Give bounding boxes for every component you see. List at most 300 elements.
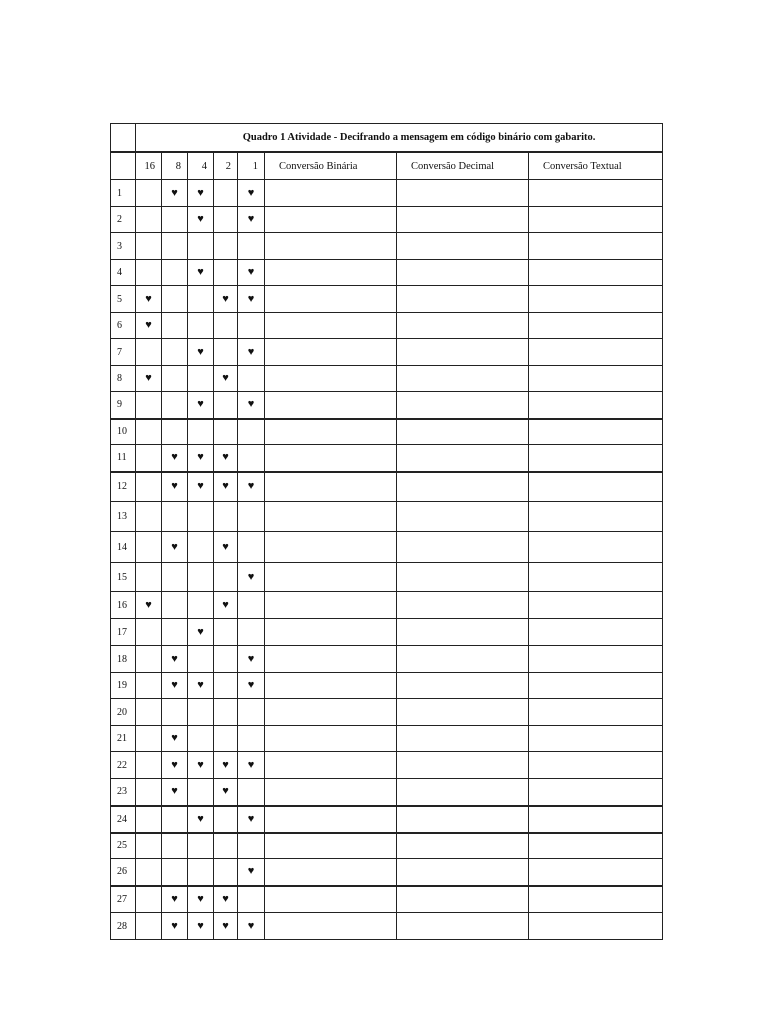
conversao-binaria-cell[interactable] <box>265 859 397 886</box>
bit-cell <box>188 180 214 207</box>
bit-cell <box>188 833 214 859</box>
bit-cell <box>238 833 265 859</box>
heart-icon: ♥ <box>197 892 204 905</box>
bit-cell <box>188 419 214 445</box>
conversao-decimal-cell[interactable] <box>397 502 529 532</box>
bit-cell <box>162 502 188 532</box>
conversao-textual-cell[interactable] <box>529 207 663 233</box>
bit-cell <box>214 532 238 563</box>
heart-icon: ♥ <box>222 480 229 493</box>
heart-icon: ♥ <box>247 679 255 691</box>
heart-icon: ♥ <box>197 398 204 411</box>
conversao-textual-cell[interactable] <box>529 472 663 502</box>
row-number: 17 <box>111 619 136 646</box>
conversao-textual-cell[interactable] <box>529 646 663 673</box>
conversao-binaria-cell[interactable] <box>265 806 397 833</box>
bit-cell <box>188 563 214 592</box>
heart-icon: ♥ <box>222 372 229 384</box>
heart-icon: ♥ <box>247 213 255 225</box>
bit-cell <box>136 886 162 913</box>
conversao-decimal-cell[interactable] <box>397 366 529 392</box>
row-number: 15 <box>111 563 136 592</box>
conversao-binaria-cell[interactable] <box>265 913 397 940</box>
table-row <box>111 699 663 726</box>
conversao-decimal-cell[interactable] <box>397 619 529 646</box>
header-row <box>111 152 663 180</box>
header-bit-16: 16 <box>136 152 162 180</box>
heart-icon: ♥ <box>171 919 178 932</box>
bit-cell <box>238 592 265 619</box>
row-number: 14 <box>111 532 136 563</box>
bit-cell <box>214 472 238 502</box>
header-conversao-decimal: Conversão Decimal <box>397 152 529 180</box>
corner-cell <box>111 124 136 153</box>
bit-cell <box>136 726 162 752</box>
conversao-binaria-cell[interactable] <box>265 392 397 419</box>
table-row <box>111 472 663 502</box>
conversao-decimal-cell[interactable] <box>397 207 529 233</box>
conversao-textual-cell[interactable] <box>529 619 663 646</box>
conversao-binaria-cell[interactable] <box>265 502 397 532</box>
bit-cell <box>188 313 214 339</box>
table-row <box>111 180 663 207</box>
bit-cell <box>136 532 162 563</box>
header-bit-8: 8 <box>162 152 188 180</box>
bit-cell <box>136 419 162 445</box>
bit-cell <box>188 286 214 313</box>
bit-cell <box>238 366 265 392</box>
conversao-decimal-cell[interactable] <box>397 260 529 286</box>
heart-icon: ♥ <box>197 345 204 358</box>
bit-cell <box>214 286 238 313</box>
conversao-textual-cell[interactable] <box>529 502 663 532</box>
conversao-decimal-cell[interactable] <box>397 779 529 806</box>
conversao-binaria-cell[interactable] <box>265 779 397 806</box>
bit-cell <box>188 619 214 646</box>
table-row <box>111 913 663 940</box>
conversao-binaria-cell[interactable] <box>265 673 397 699</box>
bit-cell <box>238 699 265 726</box>
bit-cell <box>162 673 188 699</box>
conversao-textual-cell[interactable] <box>529 673 663 699</box>
bit-cell <box>188 472 214 502</box>
bit-cell <box>214 833 238 859</box>
bit-cell <box>162 366 188 392</box>
heart-icon: ♥ <box>171 679 178 691</box>
bit-cell <box>188 699 214 726</box>
conversao-textual-cell[interactable] <box>529 366 663 392</box>
table-row <box>111 779 663 806</box>
bit-cell <box>188 779 214 806</box>
bit-cell <box>162 339 188 366</box>
conversao-binaria-cell[interactable] <box>265 646 397 673</box>
bit-cell <box>162 886 188 913</box>
table-row <box>111 563 663 592</box>
bit-cell <box>188 806 214 833</box>
heart-icon: ♥ <box>247 186 255 199</box>
conversao-binaria-cell[interactable] <box>265 699 397 726</box>
heart-icon: ♥ <box>247 812 255 825</box>
bit-cell <box>238 502 265 532</box>
bit-cell <box>162 779 188 806</box>
conversao-textual-cell[interactable] <box>529 859 663 886</box>
bit-cell <box>136 806 162 833</box>
heart-icon: ♥ <box>197 625 204 638</box>
bit-cell <box>188 207 214 233</box>
bit-cell <box>162 445 188 472</box>
bit-cell <box>136 366 162 392</box>
heart-icon: ♥ <box>171 758 178 771</box>
row-number: 20 <box>111 699 136 726</box>
bit-cell <box>136 833 162 859</box>
row-number: 25 <box>111 833 136 859</box>
bit-cell <box>238 260 265 286</box>
bit-cell <box>188 726 214 752</box>
conversao-binaria-cell[interactable] <box>265 472 397 502</box>
conversao-decimal-cell[interactable] <box>397 859 529 886</box>
bit-cell <box>136 502 162 532</box>
heart-icon: ♥ <box>222 919 229 932</box>
bit-cell <box>214 366 238 392</box>
conversao-textual-cell[interactable] <box>529 806 663 833</box>
bit-cell <box>214 313 238 339</box>
header-blank-cell <box>111 152 136 180</box>
conversao-textual-cell[interactable] <box>529 419 663 445</box>
row-number: 9 <box>111 392 136 419</box>
table-row <box>111 859 663 886</box>
heart-icon: ♥ <box>171 540 178 553</box>
row-number: 22 <box>111 752 136 779</box>
conversao-textual-cell[interactable] <box>529 699 663 726</box>
conversao-binaria-cell[interactable] <box>265 752 397 779</box>
conversao-decimal-cell[interactable] <box>397 392 529 419</box>
header-bit-2: 2 <box>214 152 238 180</box>
bit-cell <box>238 313 265 339</box>
bit-cell <box>188 502 214 532</box>
bit-cell <box>238 445 265 472</box>
row-number: 11 <box>111 445 136 472</box>
table-row <box>111 532 663 563</box>
row-number: 27 <box>111 886 136 913</box>
bit-cell <box>188 752 214 779</box>
bit-cell <box>214 502 238 532</box>
heart-icon: ♥ <box>171 892 178 905</box>
bit-cell <box>188 233 214 260</box>
conversao-textual-cell[interactable] <box>529 779 663 806</box>
bit-cell <box>188 445 214 472</box>
bit-cell <box>238 286 265 313</box>
conversao-textual-cell[interactable] <box>529 726 663 752</box>
conversao-decimal-cell[interactable] <box>397 699 529 726</box>
conversao-binaria-cell[interactable] <box>265 207 397 233</box>
header-bit-4: 4 <box>188 152 214 180</box>
conversao-decimal-cell[interactable] <box>397 563 529 592</box>
row-number: 3 <box>111 233 136 260</box>
conversao-binaria-cell[interactable] <box>265 339 397 366</box>
conversao-textual-cell[interactable] <box>529 752 663 779</box>
conversao-binaria-cell[interactable] <box>265 419 397 445</box>
header-bit-1: 1 <box>238 152 265 180</box>
heart-icon: ♥ <box>222 785 229 798</box>
bit-cell <box>238 532 265 563</box>
conversao-textual-cell[interactable] <box>529 339 663 366</box>
conversao-decimal-cell[interactable] <box>397 726 529 752</box>
table-row <box>111 646 663 673</box>
table-row <box>111 445 663 472</box>
bit-cell <box>136 392 162 419</box>
bit-cell <box>214 646 238 673</box>
heart-icon: ♥ <box>197 186 204 199</box>
heart-icon: ♥ <box>171 785 178 798</box>
conversao-binaria-cell[interactable] <box>265 366 397 392</box>
bit-cell <box>162 913 188 940</box>
conversao-binaria-cell[interactable] <box>265 313 397 339</box>
bit-cell <box>188 366 214 392</box>
heart-icon: ♥ <box>222 292 229 305</box>
bit-cell <box>136 445 162 472</box>
bit-cell <box>136 180 162 207</box>
bit-cell <box>162 180 188 207</box>
conversao-textual-cell[interactable] <box>529 260 663 286</box>
conversao-textual-cell[interactable] <box>529 563 663 592</box>
conversao-decimal-cell[interactable] <box>397 806 529 833</box>
heart-icon: ♥ <box>247 570 255 583</box>
bit-cell <box>214 180 238 207</box>
conversao-decimal-cell[interactable] <box>397 886 529 913</box>
table-row <box>111 806 663 833</box>
conversao-decimal-cell[interactable] <box>397 646 529 673</box>
conversao-textual-cell[interactable] <box>529 833 663 859</box>
table-title: Quadro 1 Atividade - Decifrando a mensagem em código binário com gabarito. <box>136 124 663 153</box>
conversao-textual-cell[interactable] <box>529 233 663 260</box>
heart-icon: ♥ <box>247 292 255 305</box>
bit-cell <box>214 619 238 646</box>
bit-cell <box>162 752 188 779</box>
heart-icon: ♥ <box>247 480 255 493</box>
heart-icon: ♥ <box>197 451 204 464</box>
heart-icon: ♥ <box>197 679 204 691</box>
row-number: 24 <box>111 806 136 833</box>
conversao-binaria-cell[interactable] <box>265 286 397 313</box>
table-row <box>111 313 663 339</box>
conversao-binaria-cell[interactable] <box>265 260 397 286</box>
bit-cell <box>136 619 162 646</box>
bit-cell <box>238 673 265 699</box>
bit-cell <box>214 339 238 366</box>
bit-cell <box>188 646 214 673</box>
conversao-decimal-cell[interactable] <box>397 752 529 779</box>
conversao-binaria-cell[interactable] <box>265 563 397 592</box>
conversao-binaria-cell[interactable] <box>265 833 397 859</box>
heart-icon: ♥ <box>197 266 204 278</box>
bit-cell <box>238 646 265 673</box>
row-number: 7 <box>111 339 136 366</box>
bit-cell <box>214 699 238 726</box>
bit-cell <box>136 260 162 286</box>
table-row <box>111 673 663 699</box>
conversao-binaria-cell[interactable] <box>265 886 397 913</box>
bit-cell <box>188 673 214 699</box>
bit-cell <box>188 260 214 286</box>
conversao-textual-cell[interactable] <box>529 532 663 563</box>
conversao-binaria-cell[interactable] <box>265 445 397 472</box>
row-number: 8 <box>111 366 136 392</box>
bit-cell <box>136 233 162 260</box>
conversao-decimal-cell[interactable] <box>397 233 529 260</box>
bit-cell <box>136 913 162 940</box>
table-row <box>111 392 663 419</box>
row-number: 19 <box>111 673 136 699</box>
conversao-decimal-cell[interactable] <box>397 339 529 366</box>
bit-cell <box>162 313 188 339</box>
bit-cell <box>214 673 238 699</box>
binary-table <box>110 123 663 940</box>
title-row <box>111 124 663 153</box>
conversao-binaria-cell[interactable] <box>265 726 397 752</box>
table-row <box>111 726 663 752</box>
heart-icon: ♥ <box>171 480 178 493</box>
bit-cell <box>162 646 188 673</box>
row-number: 23 <box>111 779 136 806</box>
heart-icon: ♥ <box>197 812 204 825</box>
heart-icon: ♥ <box>145 372 152 384</box>
binary-activity-sheet <box>110 123 662 940</box>
bit-cell <box>136 339 162 366</box>
heart-icon: ♥ <box>222 540 229 553</box>
bit-cell <box>214 752 238 779</box>
bit-cell <box>238 233 265 260</box>
row-number: 18 <box>111 646 136 673</box>
heart-icon: ♥ <box>222 598 229 611</box>
bit-cell <box>238 180 265 207</box>
bit-cell <box>136 286 162 313</box>
conversao-textual-cell[interactable] <box>529 445 663 472</box>
conversao-textual-cell[interactable] <box>529 286 663 313</box>
bit-cell <box>162 592 188 619</box>
conversao-decimal-cell[interactable] <box>397 419 529 445</box>
bit-cell <box>238 726 265 752</box>
table-row <box>111 207 663 233</box>
bit-cell <box>238 419 265 445</box>
row-number: 5 <box>111 286 136 313</box>
bit-cell <box>188 913 214 940</box>
bit-cell <box>238 806 265 833</box>
conversao-binaria-cell[interactable] <box>265 180 397 207</box>
bit-cell <box>136 752 162 779</box>
conversao-textual-cell[interactable] <box>529 913 663 940</box>
conversao-decimal-cell[interactable] <box>397 913 529 940</box>
heart-icon: ♥ <box>171 652 178 665</box>
row-number: 10 <box>111 419 136 445</box>
table-row <box>111 286 663 313</box>
bit-cell <box>214 392 238 419</box>
table-row <box>111 233 663 260</box>
bit-cell <box>214 886 238 913</box>
bit-cell <box>162 532 188 563</box>
conversao-decimal-cell[interactable] <box>397 673 529 699</box>
table-row <box>111 752 663 779</box>
bit-cell <box>162 260 188 286</box>
bit-cell <box>162 286 188 313</box>
table-row <box>111 619 663 646</box>
heart-icon: ♥ <box>171 732 178 744</box>
heart-icon: ♥ <box>247 345 255 358</box>
bit-cell <box>214 233 238 260</box>
heart-icon: ♥ <box>145 319 152 331</box>
bit-cell <box>136 563 162 592</box>
conversao-binaria-cell[interactable] <box>265 233 397 260</box>
heart-icon: ♥ <box>197 480 204 493</box>
bit-cell <box>162 806 188 833</box>
conversao-binaria-cell[interactable] <box>265 592 397 619</box>
bit-cell <box>188 392 214 419</box>
bit-cell <box>238 859 265 886</box>
row-number: 6 <box>111 313 136 339</box>
conversao-textual-cell[interactable] <box>529 592 663 619</box>
conversao-decimal-cell[interactable] <box>397 532 529 563</box>
conversao-textual-cell[interactable] <box>529 313 663 339</box>
bit-cell <box>214 563 238 592</box>
conversao-decimal-cell[interactable] <box>397 286 529 313</box>
conversao-decimal-cell[interactable] <box>397 592 529 619</box>
bit-cell <box>188 859 214 886</box>
heart-icon: ♥ <box>247 865 255 878</box>
bit-cell <box>162 699 188 726</box>
row-number: 12 <box>111 472 136 502</box>
conversao-decimal-cell[interactable] <box>397 445 529 472</box>
bit-cell <box>238 913 265 940</box>
bit-cell <box>136 592 162 619</box>
bit-cell <box>136 673 162 699</box>
bit-cell <box>136 646 162 673</box>
heart-icon: ♥ <box>197 758 204 771</box>
heart-icon: ♥ <box>171 451 178 464</box>
table-row <box>111 419 663 445</box>
conversao-textual-cell[interactable] <box>529 180 663 207</box>
bit-cell <box>136 699 162 726</box>
conversao-decimal-cell[interactable] <box>397 472 529 502</box>
conversao-decimal-cell[interactable] <box>397 313 529 339</box>
bit-cell <box>188 532 214 563</box>
bit-cell <box>162 833 188 859</box>
header-conversao-binaria: Conversão Binária <box>265 152 397 180</box>
table-row <box>111 339 663 366</box>
conversao-binaria-cell[interactable] <box>265 532 397 563</box>
bit-cell <box>162 392 188 419</box>
row-number: 1 <box>111 180 136 207</box>
conversao-decimal-cell[interactable] <box>397 180 529 207</box>
bit-cell <box>162 563 188 592</box>
row-number: 16 <box>111 592 136 619</box>
bit-cell <box>214 260 238 286</box>
bit-cell <box>214 419 238 445</box>
table-row <box>111 592 663 619</box>
bit-cell <box>162 472 188 502</box>
conversao-textual-cell[interactable] <box>529 886 663 913</box>
conversao-binaria-cell[interactable] <box>265 619 397 646</box>
conversao-textual-cell[interactable] <box>529 392 663 419</box>
bit-cell <box>162 726 188 752</box>
bit-cell <box>136 207 162 233</box>
header-conversao-textual: Conversão Textual <box>529 152 663 180</box>
row-number: 2 <box>111 207 136 233</box>
bit-cell <box>188 592 214 619</box>
heart-icon: ♥ <box>247 398 255 411</box>
heart-icon: ♥ <box>145 292 152 305</box>
conversao-decimal-cell[interactable] <box>397 833 529 859</box>
table-row <box>111 833 663 859</box>
bit-cell <box>214 592 238 619</box>
